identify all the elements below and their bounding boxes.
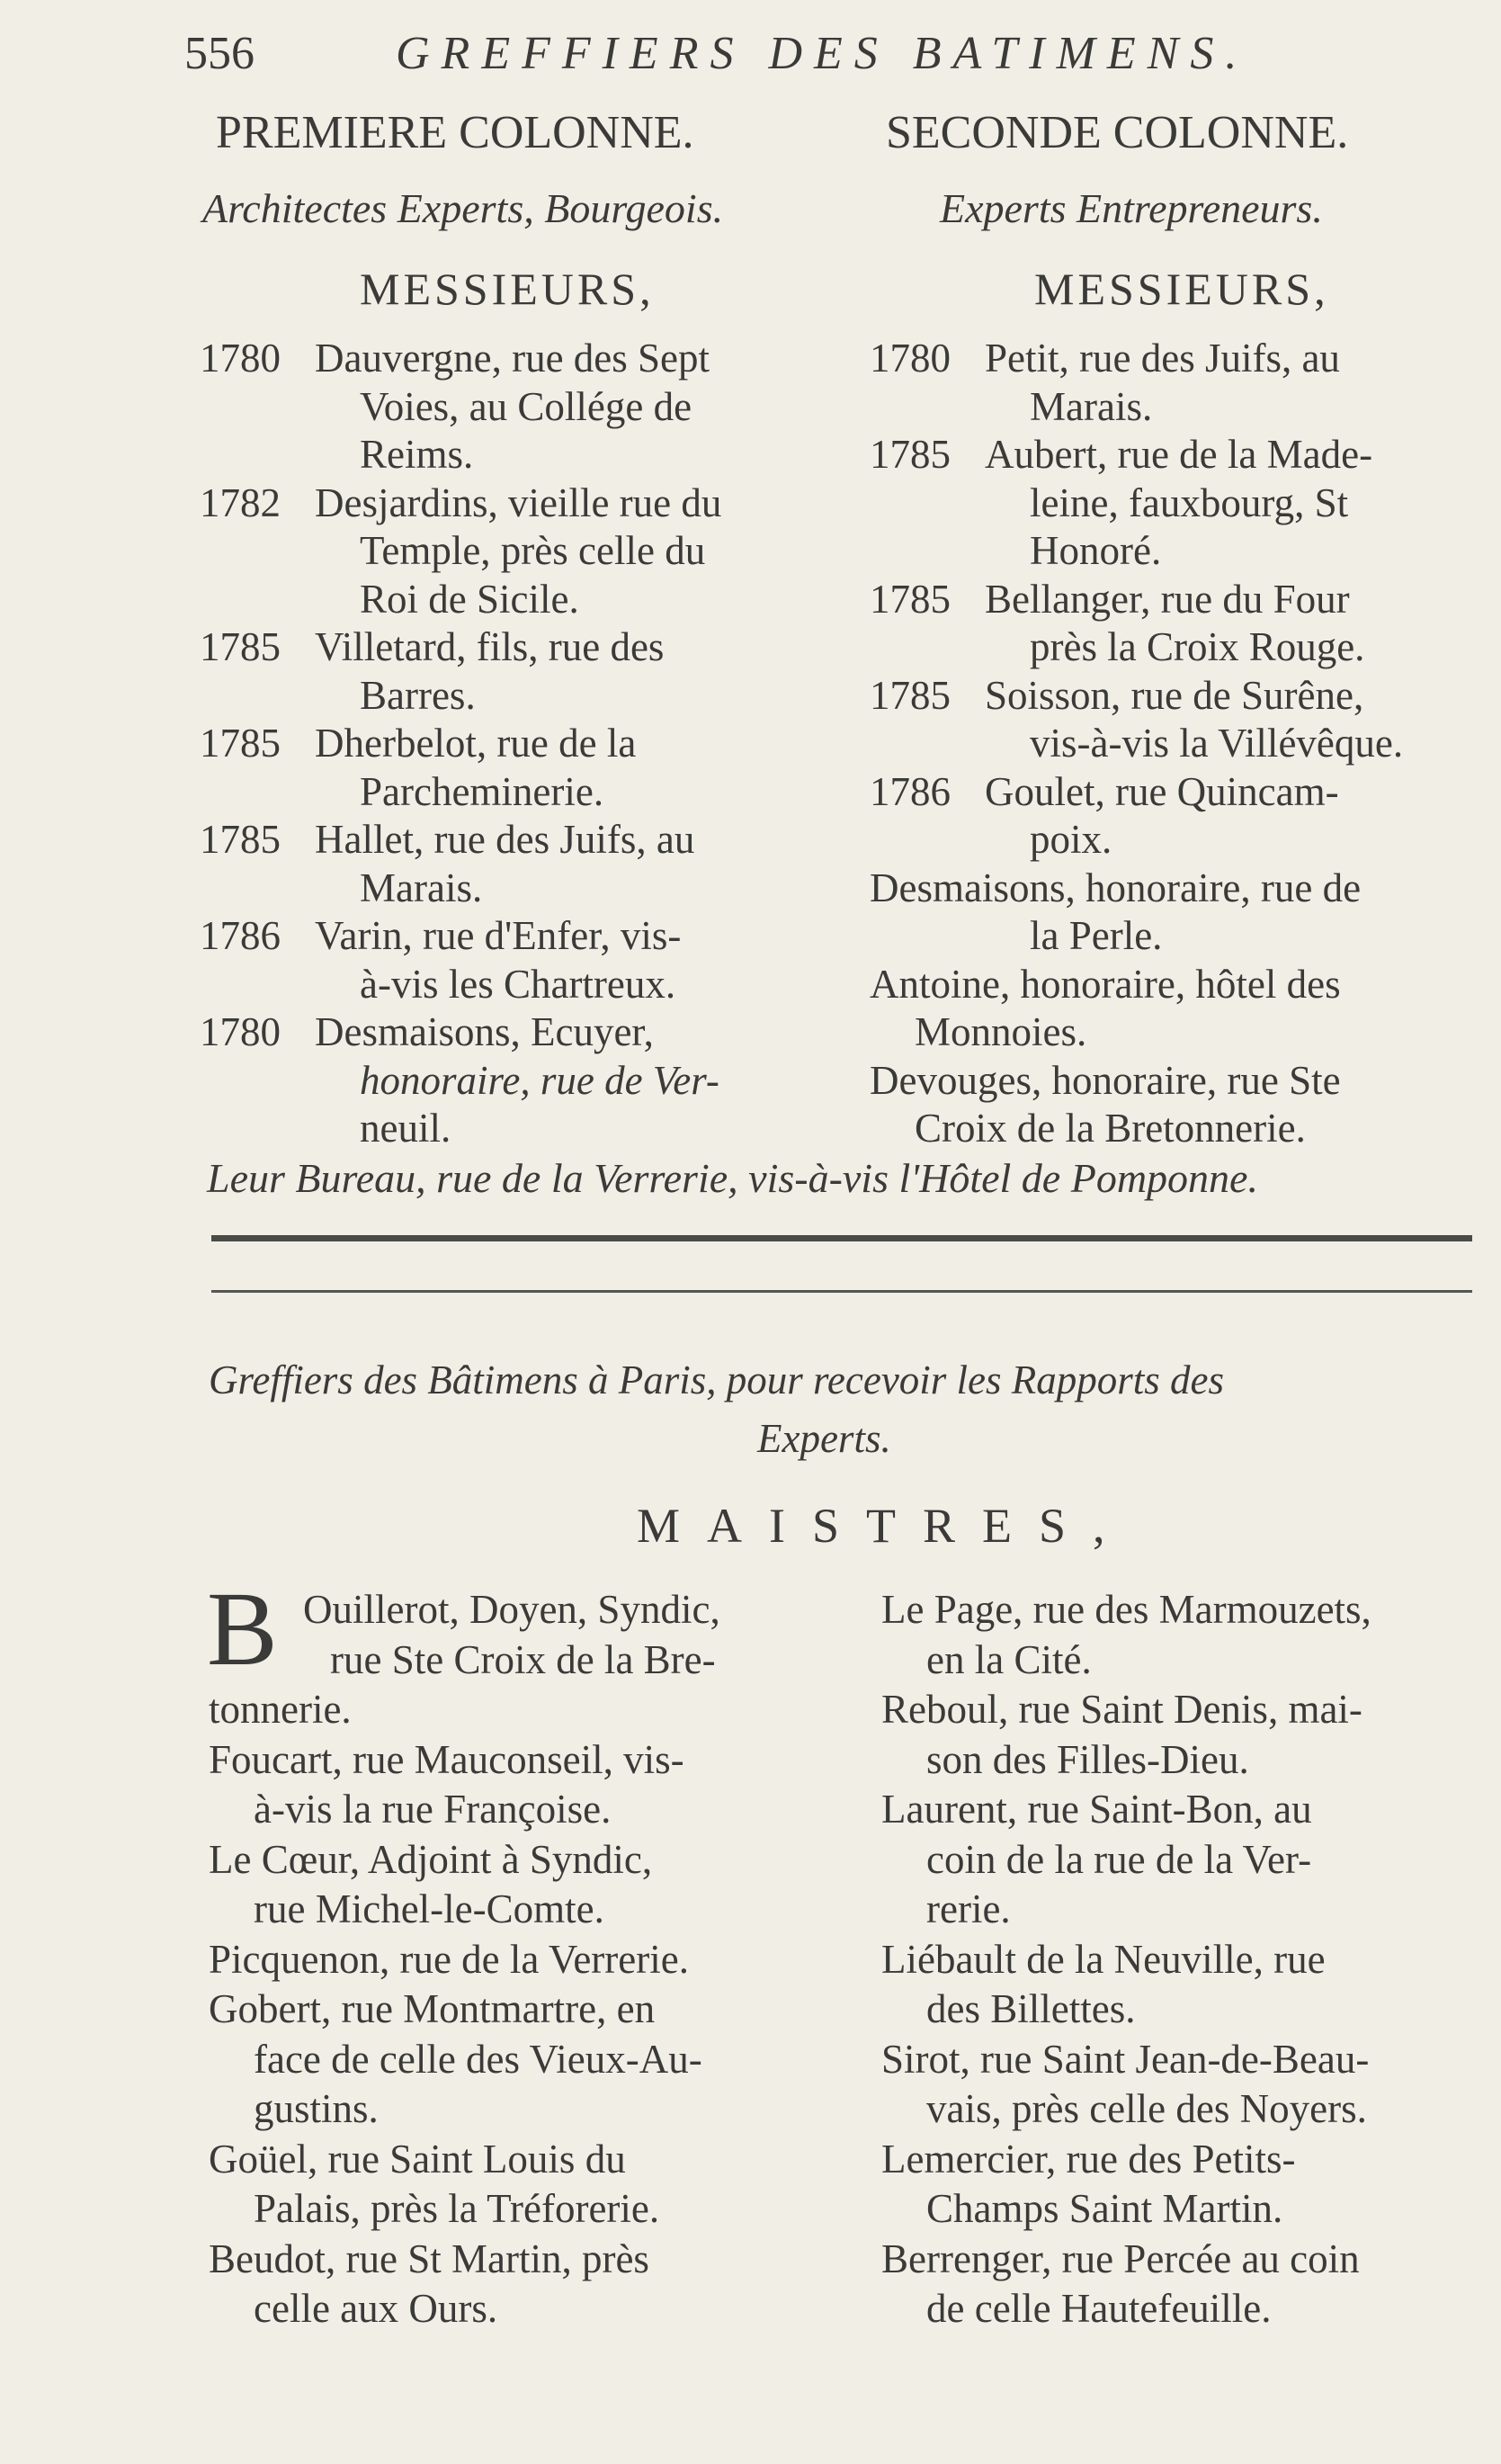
entry-line: Bellanger, rue du Four: [985, 576, 1350, 622]
entry-line: Devouges, honoraire, rue Ste: [870, 1057, 1341, 1103]
list-item: à-vis la rue Françoise.: [254, 1787, 612, 1832]
entry-line: Voies, au Collége de: [360, 383, 692, 429]
list-item: Foucart, rue Mauconseil, vis-: [209, 1736, 684, 1782]
list-item: Lemercier, rue des Petits-: [881, 2136, 1296, 2182]
list-item: Liébault de la Neuville, rue: [881, 1936, 1326, 1982]
entry-line: Barres.: [360, 672, 476, 718]
list-item: [200, 912, 847, 1008]
entry-line: Dherbelot, rue de la: [315, 721, 637, 766]
entry-line: poix.: [1030, 817, 1112, 862]
entry-line: à-vis les Chartreux.: [360, 961, 676, 1007]
list-item: face de celle des Vieux-Au-: [254, 2036, 702, 2082]
list-item: celle aux Ours.: [254, 2286, 498, 2331]
list-item: Berrenger, rue Percée au coin: [881, 2236, 1360, 2281]
list-item: [200, 816, 847, 912]
list-item: [870, 1057, 1490, 1153]
right-column-heading: SECONDE COLONNE.: [886, 107, 1349, 158]
list-item: [870, 335, 1490, 431]
entry-line: neuil.: [360, 1106, 451, 1151]
entry-line: Parcheminerie.: [360, 768, 604, 814]
list-item: [200, 479, 847, 624]
entry-line: Marais.: [1030, 383, 1153, 429]
list-item: gustins.: [254, 2086, 379, 2131]
list-item: rue Ste Croix de la Bre-: [330, 1636, 716, 1682]
list-item: en la Cité.: [926, 1636, 1092, 1682]
list-item: Palais, près la Tréforerie.: [254, 2186, 660, 2231]
entry-year: 1785: [870, 576, 951, 622]
left-entries-list: [200, 335, 847, 1153]
entry-year: 1786: [200, 913, 281, 958]
right-entries-list: [870, 335, 1490, 1153]
list-item: vais, près celle des Noyers.: [926, 2086, 1367, 2131]
entry-line: Hallet, rue des Juifs, au: [315, 817, 695, 862]
entry-line: Reims.: [360, 432, 474, 477]
list-item: de celle Hautefeuille.: [926, 2286, 1272, 2331]
list-item: Sirot, rue Saint Jean-de-Beau-: [881, 2036, 1370, 2082]
entry-line: Temple, près celle du: [360, 528, 706, 573]
entry-year: 1785: [870, 432, 951, 477]
entry-line: Roi de Sicile.: [360, 576, 579, 622]
left-column-heading: PREMIERE COLONNE.: [216, 107, 694, 158]
list-item: Picquenon, rue de la Verrerie.: [209, 1936, 689, 1982]
entry-line: Varin, rue d'Enfer, vis-: [315, 913, 682, 958]
page-number: 556: [184, 28, 255, 79]
entry-year: 1780: [200, 1009, 281, 1054]
entry-line: Aubert, rue de la Made-: [985, 432, 1373, 477]
list-item: Reboul, rue Saint Denis, mai-: [881, 1687, 1363, 1732]
divider-thin: [211, 1290, 1472, 1293]
list-item: Gobert, rue Montmartre, en: [209, 1986, 656, 2031]
entry-line: Monnoies.: [915, 1009, 1087, 1054]
list-item: [200, 623, 847, 720]
list-item: coin de la rue de la Ver-: [926, 1836, 1312, 1882]
entry-line: Honoré.: [1030, 528, 1162, 573]
drop-cap: B: [207, 1570, 278, 1688]
left-messieurs-heading: MESSIEURS,: [360, 264, 655, 314]
greffiers-right-list: [881, 1585, 1371, 2334]
list-item: Champs Saint Martin.: [926, 2186, 1283, 2231]
list-item: Beudot, rue St Martin, près: [209, 2236, 649, 2281]
list-item: Le Page, rue des Marmouzets,: [881, 1587, 1371, 1632]
list-item: rerie.: [926, 1886, 1011, 1931]
list-item: son des Filles-Dieu.: [926, 1736, 1249, 1782]
left-column-subheading: Architectes Experts, Bourgeois.: [202, 185, 724, 231]
list-item: Le Cœur, Adjoint à Syndic,: [209, 1836, 653, 1882]
entry-line: près la Croix Rouge.: [1030, 624, 1365, 669]
list-item: [200, 1008, 847, 1153]
entry-line: Goulet, rue Quincam-: [985, 768, 1339, 814]
entry-year: 1785: [200, 721, 281, 766]
list-item: des Billettes.: [926, 1986, 1136, 2031]
section-title-continued: Experts.: [757, 1416, 891, 1461]
entry-year: 1785: [870, 672, 951, 718]
entry-line: vis-à-vis la Villévêque.: [1030, 721, 1404, 766]
entry-year: 1782: [200, 479, 281, 525]
list-item: tonnerie.: [209, 1687, 352, 1732]
entry-line: Desmaisons, honoraire, rue de: [870, 865, 1362, 910]
list-item: rue Michel-le-Comte.: [254, 1886, 604, 1931]
entry-year: 1785: [200, 817, 281, 862]
list-item: [870, 961, 1490, 1057]
list-item: Goüel, rue Saint Louis du: [209, 2136, 626, 2182]
entry-line: Antoine, honoraire, hôtel des: [870, 961, 1341, 1007]
right-messieurs-heading: MESSIEURS,: [1034, 264, 1329, 314]
list-item: [870, 672, 1490, 768]
divider-thick: [211, 1235, 1472, 1241]
list-item: [870, 865, 1490, 961]
entry-line: honoraire, rue de Ver-: [360, 1057, 719, 1103]
entry-line: Desjardins, vieille rue du: [315, 479, 722, 525]
right-column-subheading: Experts Entrepreneurs.: [940, 185, 1323, 231]
list-item: [870, 768, 1490, 865]
entry-line: leine, fauxbourg, St: [1030, 479, 1349, 525]
entry-line: la Perle.: [1030, 913, 1163, 958]
entry-line: Dauvergne, rue des Sept: [315, 336, 710, 381]
entry-line: Villetard, fils, rue des: [315, 624, 665, 669]
list-item: Ouillerot, Doyen, Syndic,: [303, 1587, 720, 1632]
entry-line: Desmaisons, Ecuyer,: [315, 1009, 654, 1054]
list-item: [870, 431, 1490, 576]
greffiers-left-list: [209, 1585, 720, 2334]
entry-line: Marais.: [360, 865, 483, 910]
running-title: GREFFIERS DES BATIMENS.: [396, 28, 1249, 79]
entry-year: 1785: [200, 624, 281, 669]
maistres-heading: MAISTRES,: [637, 1499, 1132, 1553]
entry-line: Croix de la Bretonnerie.: [915, 1106, 1306, 1151]
bureau-address: Leur Bureau, rue de la Verrerie, vis-à-vis l'Hôtel de Pomponne.: [207, 1155, 1258, 1201]
list-item: [870, 576, 1490, 672]
section-title: Greffiers des Bâtimens à Paris, pour recevoir les Rapports des: [209, 1357, 1225, 1402]
entry-year: 1780: [200, 336, 281, 381]
list-item: Laurent, rue Saint-Bon, au: [881, 1787, 1312, 1832]
entry-year: 1780: [870, 336, 951, 381]
list-item: [200, 720, 847, 816]
entry-line: Petit, rue des Juifs, au: [985, 336, 1340, 381]
list-item: [200, 335, 847, 479]
entry-year: 1786: [870, 768, 951, 814]
entry-line: Soisson, rue de Surêne,: [985, 672, 1364, 718]
